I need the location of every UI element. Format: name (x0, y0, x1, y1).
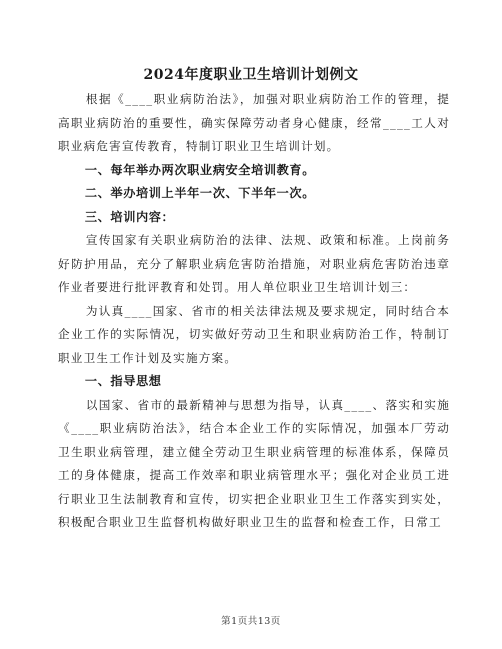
body-paragraph: 宣传国家有关职业病防治的法律、法规、政策和标准。上岗前务好防护用品，充分了解职业病危害防治措施，对职业病危害防治违章作业者要进行批评教育和处罚。用人单位职业卫生培训计划三： (58, 233, 450, 294)
document-title: 2024年度职业卫生培训计划例文 (143, 67, 359, 83)
section-heading: 一、每年举办两次职业病安全培训教育。 (84, 162, 316, 177)
section-heading: 二、举办培训上半年一次、下半年一次。 (84, 186, 316, 200)
page-footer: 第1页共13页 (221, 616, 281, 627)
section-heading: 一、指导思想 (84, 374, 162, 388)
document-body (58, 88, 450, 535)
section-heading: 三、培训内容： (84, 209, 175, 224)
body-paragraph: 以国家、省市的最新精神与思想为指导，认真____、落实和实施《____职业病防治法》，结合本企业工作的实际情况，加强本厂劳动卫生职业病管理，建立健全劳动卫生职业病管理的标准体系，保障员工的身体健康，提高工作效率和职业病管理水平；强化对企业员工进行职业卫生法制教育和宣传，切实把企业职业卫生工作落实到实处，积极配合职业卫生监督机构做好职业卫生的监督和检查工作，日常工 (58, 397, 450, 529)
body-paragraph: 根据《____职业病防治法》，加强对职业病防治工作的管理，提高职业病防治的重要性，确实保障劳动者身心健康，经常____工人对职业病危害宣传教育，特制订职业卫生培训计划。 (58, 92, 450, 153)
body-paragraph: 为认真____国家、省市的相关法律法规及要求规定，同时结合本企业工作的实际情况，切实做好劳动卫生和职业病防治工作，特制订职业卫生工作计划及实施方案。 (58, 303, 450, 365)
